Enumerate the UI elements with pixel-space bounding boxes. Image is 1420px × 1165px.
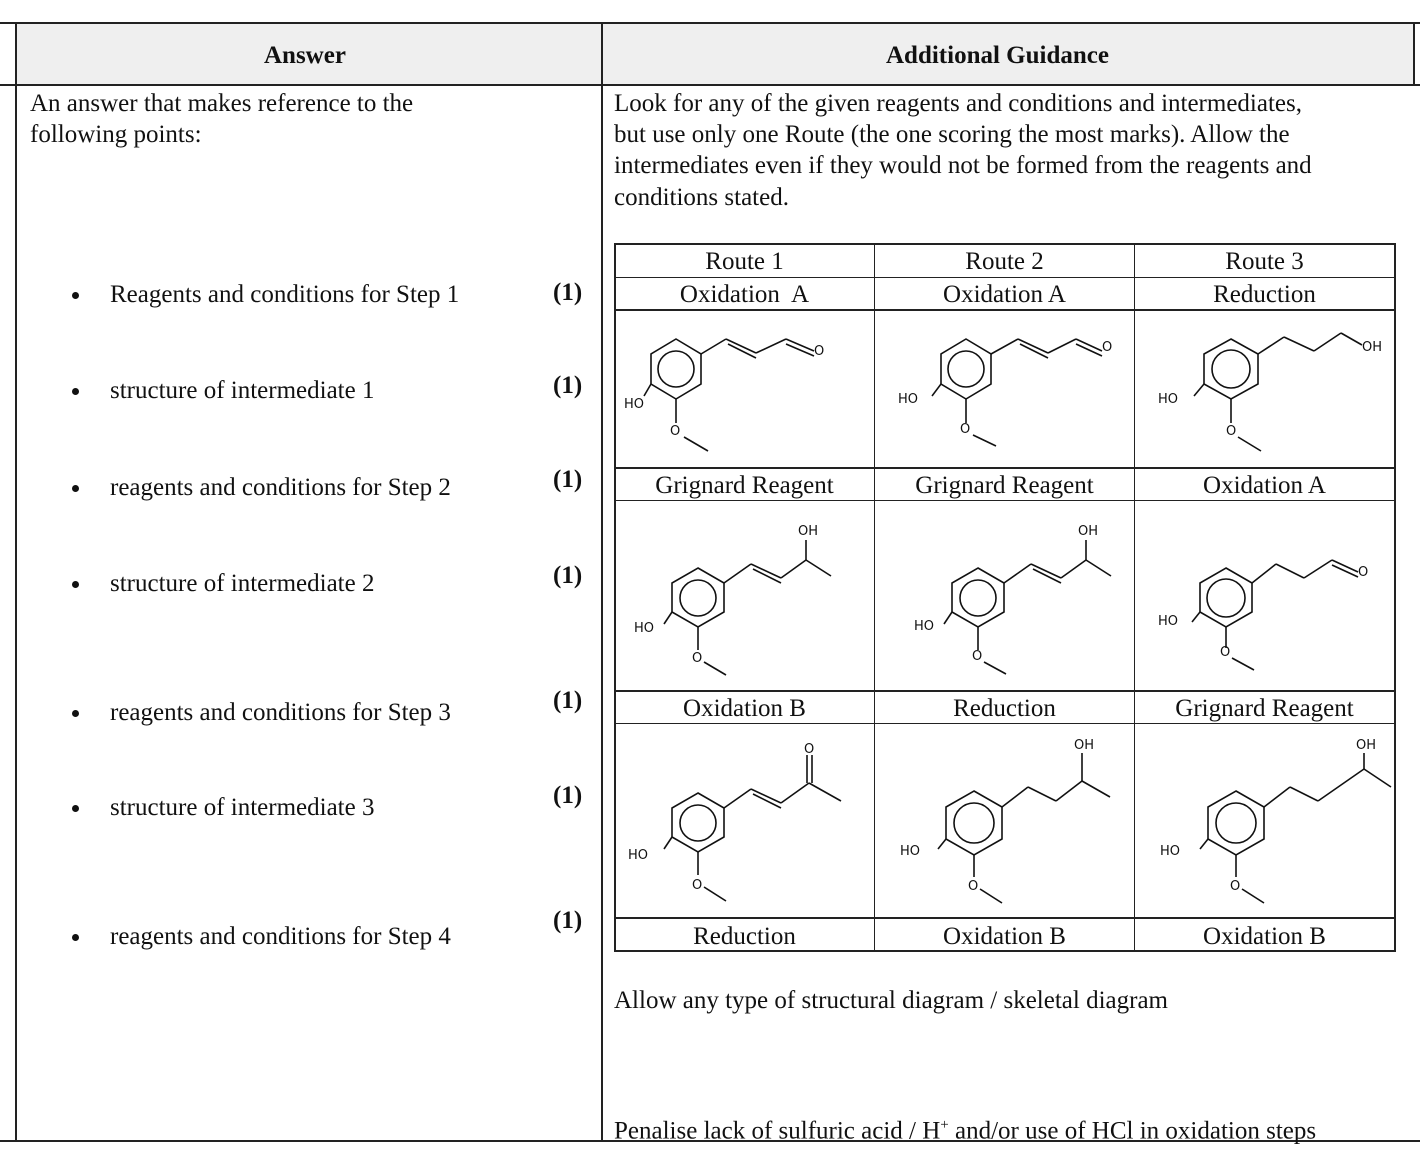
point-2-mark: (1) <box>553 372 583 399</box>
bullet-icon <box>72 710 79 717</box>
o-label: O <box>670 424 681 439</box>
route-1-step-4: Reduction <box>693 923 796 950</box>
route-2-step-4: Oxidation B <box>943 923 1066 950</box>
header-row <box>16 23 1413 85</box>
point-4-mark: (1) <box>553 562 583 589</box>
ho-label: HO <box>624 397 645 412</box>
answer-intro-line-2: following points: <box>30 121 202 148</box>
structure-route-1-intermediate-2 <box>616 502 874 690</box>
right-border <box>1413 22 1415 86</box>
bullet-icon <box>72 485 79 492</box>
route-2-header: Route 2 <box>965 248 1044 275</box>
o-label: O <box>804 742 815 757</box>
note-diagram: Allow any type of structural diagram / skeletal diagram <box>614 987 1168 1014</box>
structure-route-1-intermediate-3 <box>616 725 874 917</box>
bullet-icon <box>72 934 79 941</box>
guidance-header: Additional Guidance <box>886 42 1109 69</box>
guidance-intro-line-3: intermediates even if they would not be formed from the reagents and <box>614 152 1312 179</box>
column-divider <box>601 22 603 1142</box>
route-1-header: Route 1 <box>705 248 784 275</box>
point-7-mark: (1) <box>553 907 583 934</box>
o-label: O <box>1220 645 1231 660</box>
answer-intro-line-1: An answer that makes reference to the <box>30 90 414 117</box>
route-1-step-3: Oxidation B <box>683 695 806 722</box>
point-6-text: structure of intermediate 3 <box>110 794 375 821</box>
ho-label: HO <box>914 619 935 634</box>
bullet-icon <box>72 388 79 395</box>
note-penalise-sup: + <box>940 1117 949 1133</box>
o-label: O <box>1230 879 1241 894</box>
route-2-step-2: Grignard Reagent <box>915 472 1094 499</box>
ho-label: HO <box>1158 614 1179 629</box>
ho-label: HO <box>1158 392 1179 407</box>
left-border <box>15 22 17 1142</box>
bullet-icon <box>72 805 79 812</box>
structure-route-3-intermediate-1 <box>1136 311 1394 467</box>
route-2-step-3: Reduction <box>953 695 1056 722</box>
bullet-icon <box>72 581 79 588</box>
point-5-text: reagents and conditions for Step 3 <box>110 699 451 726</box>
guidance-intro-line-1: Look for any of the given reagents and conditions and intermediates, <box>614 90 1302 117</box>
note-penalise-part-2: and/or use of HCl in oxidation steps <box>948 1117 1317 1145</box>
structure-route-2-intermediate-1 <box>876 311 1134 467</box>
route-3-step-4: Oxidation B <box>1203 923 1326 950</box>
bullet-icon <box>72 292 79 299</box>
route-1-step-1: Oxidation A <box>679 281 810 308</box>
point-4-text: structure of intermediate 2 <box>110 570 375 597</box>
o-label: O <box>1102 340 1113 355</box>
point-6-mark: (1) <box>553 782 583 809</box>
structure-route-2-intermediate-3 <box>876 725 1134 917</box>
ho-label: HO <box>898 392 919 407</box>
route-3-step-3: Grignard Reagent <box>1175 695 1354 722</box>
o-label: O <box>1226 424 1237 439</box>
oh-label: OH <box>798 524 819 539</box>
o-label: O <box>692 651 703 666</box>
o-label: O <box>972 649 983 664</box>
guidance-intro-line-2: but use only one Route (the one scoring the most marks). Allow the <box>614 121 1290 148</box>
structure-route-3-intermediate-2 <box>1136 502 1394 690</box>
o-label: O <box>692 878 703 893</box>
oh-label: OH <box>1356 738 1377 753</box>
route-2-step-1: Oxidation A <box>943 281 1066 308</box>
answer-header: Answer <box>264 42 346 69</box>
point-1-text: Reagents and conditions for Step 1 <box>110 281 460 308</box>
route-3-header: Route 3 <box>1225 248 1304 275</box>
o-label: O <box>814 344 825 359</box>
oh-label: OH <box>1362 340 1383 355</box>
header-bottom-border <box>0 84 1420 86</box>
oh-label: OH <box>1078 524 1099 539</box>
point-5-mark: (1) <box>553 687 583 714</box>
structure-route-1-intermediate-1 <box>616 311 874 467</box>
guidance-intro-line-4: conditions stated. <box>614 184 789 211</box>
point-1-mark: (1) <box>553 279 583 306</box>
structure-route-2-intermediate-2 <box>876 502 1134 690</box>
route-3-step-1: Reduction <box>1213 281 1316 308</box>
structure-route-3-intermediate-3 <box>1136 725 1394 917</box>
ho-label: HO <box>900 844 921 859</box>
ho-label: HO <box>628 848 649 863</box>
note-penalise-part-1: Penalise lack of sulfuric acid / H <box>614 1117 941 1145</box>
route-1-step-2: Grignard Reagent <box>655 472 834 499</box>
o-label: O <box>968 879 979 894</box>
route-3-step-2: Oxidation A <box>1203 472 1326 499</box>
ho-label: HO <box>634 621 655 636</box>
oh-label: OH <box>1074 738 1095 753</box>
point-3-text: reagents and conditions for Step 2 <box>110 474 451 501</box>
note-penalise <box>614 1110 1316 1146</box>
point-3-mark: (1) <box>553 466 583 493</box>
o-label: O <box>960 422 971 437</box>
ho-label: HO <box>1160 844 1181 859</box>
point-2-text: structure of intermediate 1 <box>110 377 375 404</box>
o-label: O <box>1358 565 1369 580</box>
point-7-text: reagents and conditions for Step 4 <box>110 923 451 950</box>
table-top-border <box>0 22 1420 24</box>
